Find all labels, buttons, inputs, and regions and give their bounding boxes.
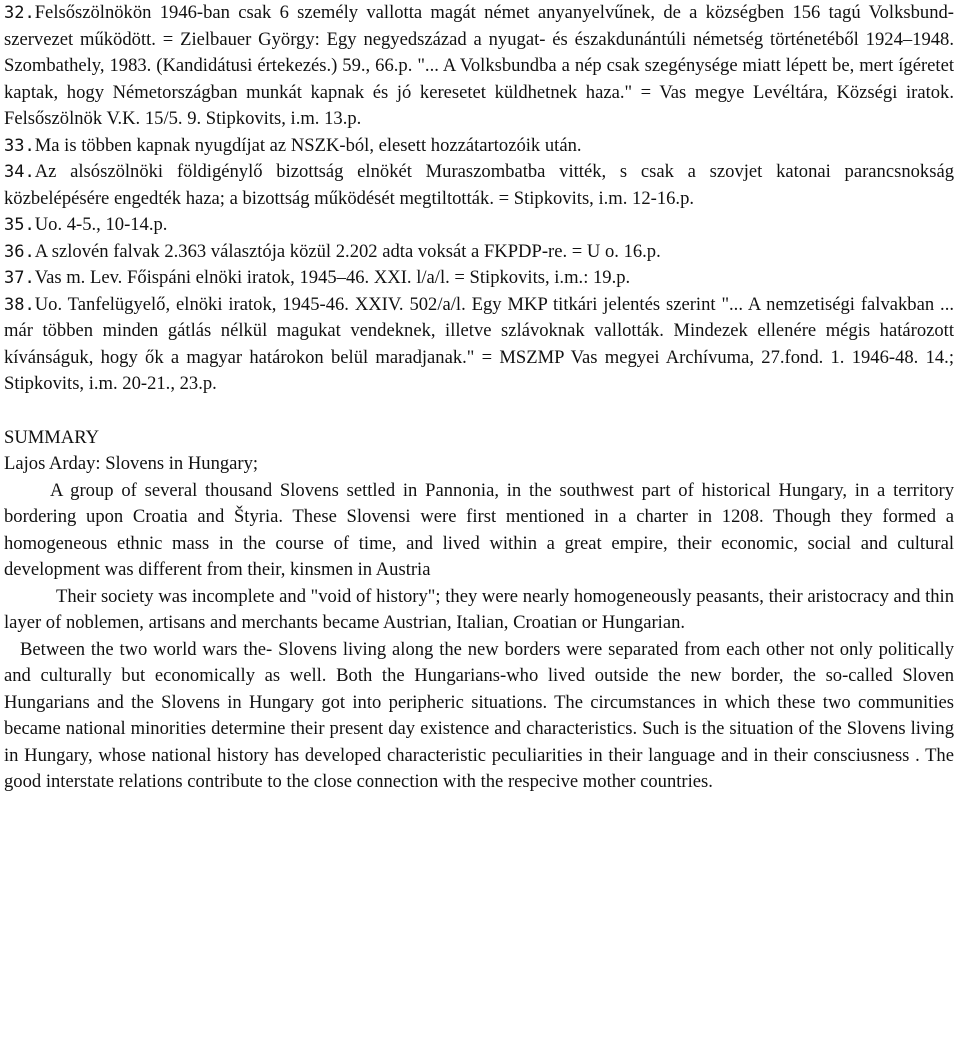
footnote-34 <box>4 159 954 212</box>
footnote-text: A szlovén falvak 2.363 választója közül 2.202 adta voksát a FKPDP-re. = U o. 16.p. <box>34 240 661 262</box>
footnote-number: 38. <box>4 294 35 315</box>
footnote-text: Vas m. Lev. Főispáni elnöki iratok, 1945–46. XXI. l/a/l. = Stipkovits, i.m.: 19.p. <box>34 267 631 288</box>
footnote-36 <box>4 239 954 266</box>
footnote-text: Uo. 4-5., 10-14.p. <box>34 214 168 235</box>
section-spacer <box>4 398 954 425</box>
summary-subtitle: Lajos Arday: Slovens in Hungary; <box>4 453 259 474</box>
footnote-text: Az alsószölnöki földigénylő bizottság elnökét Muraszombatba vitték, s csak a szovjet katonai parancsnokság közbelépésére engedték haza; a bizottság működését megtiltották. = Stipkovits, i.m. 12-16.p. <box>4 161 954 209</box>
footnote-number: 33. <box>4 135 35 156</box>
document-page <box>4 0 954 796</box>
footnotes-section <box>4 0 954 398</box>
summary-paragraph: A group of several thousand Slovens settled in Pannonia, in the southwest part of historical Hungary, in a territory bordering upon Croatia and Štyria. These Slovensi were first mentioned in a charter in 1208. Though they formed a homogeneous ethnic mass in the course of time, and lived within a great empire, their economic, social and cultural development was different from their, kinsmen in Austria <box>4 479 954 580</box>
summary-heading: SUMMARY <box>4 426 100 448</box>
footnote-number: 35. <box>4 215 35 235</box>
footnote-38 <box>4 292 954 398</box>
footnote-33 <box>4 133 954 160</box>
footnote-text: Uo. Tanfelügyelő, elnöki iratok, 1945-46. XXIV. 502/a/l. Egy MKP titkári jelentés szerint "... A nemzetiségi falvakban ... már többen minden gátlás nélkül magukat vendeknek, illetve szlávoknak vallották. Mindezek ellenére mégis határozott kívánságuk, hogy ők a magyar határokon belül maradjanak." = MSZMP Vas megyei Archívuma, 27.fond. 1. 1946-48. 14.; Stipkovits, i.m. 20-21., 23.p. <box>4 293 954 394</box>
footnote-35 <box>4 212 954 239</box>
summary-section <box>4 425 954 796</box>
footnote-number: 34. <box>4 162 35 182</box>
footnote-text: Felsőszölnökön 1946-ban csak 6 személy vallotta magát német anyanyelvűnek, de a községben 156 tagú Volksbund-szervezet működött. = Zielbauer György: Egy negyedszázad a nyugat- és északdunántúli németség történetéből 1924–1948. Szombathely, 1983. (Kandidátusi értekezés.) 59., 66.p. "... A Volksbundba a nép csak szegénysége miatt lépett be, mert ígéretet kaptak, hogy Németországban munkát kapnak és jó keresetet küldhetnek haza." = Vas megye Levéltára, Községi iratok. Felsőszölnök V.K. 15/5. 9. Stipkovits, i.m. 13.p. <box>4 2 954 129</box>
footnote-32 <box>4 0 954 133</box>
summary-paragraph: Between the two world wars the- Slovens living along the new borders were separated from each other not only politically and culturally but economically as well. Both the Hungarians-who lived outside the new border, the so-called Sloven Hungarians and the Slovens in Hungary got into peripheric situations. The circumstances in which these two communities became national minorities determine their present day existence and characteristics. Such is the situation of the Slovens living in Hungary, whose national history has developed characteristic peculiarities in their language and in their consciusness . The good interstate relations contribute to the close connection with the respecive mother countries. <box>4 638 954 792</box>
footnote-number: 37. <box>4 268 35 288</box>
footnote-text: Ma is többen kapnak nyugdíjat az NSZK-ból, elesett hozzátartozóik után. <box>34 134 582 156</box>
summary-paragraph: Their society was incomplete and "void of history"; they were nearly homogeneously peasants, their aristocracy and thin layer of noblemen, artisans and merchants became Austrian, Italian, Croatian or Hungarian. <box>4 585 954 633</box>
footnote-number: 32. <box>4 3 35 23</box>
footnote-37 <box>4 265 954 292</box>
footnote-number: 36. <box>4 241 35 262</box>
